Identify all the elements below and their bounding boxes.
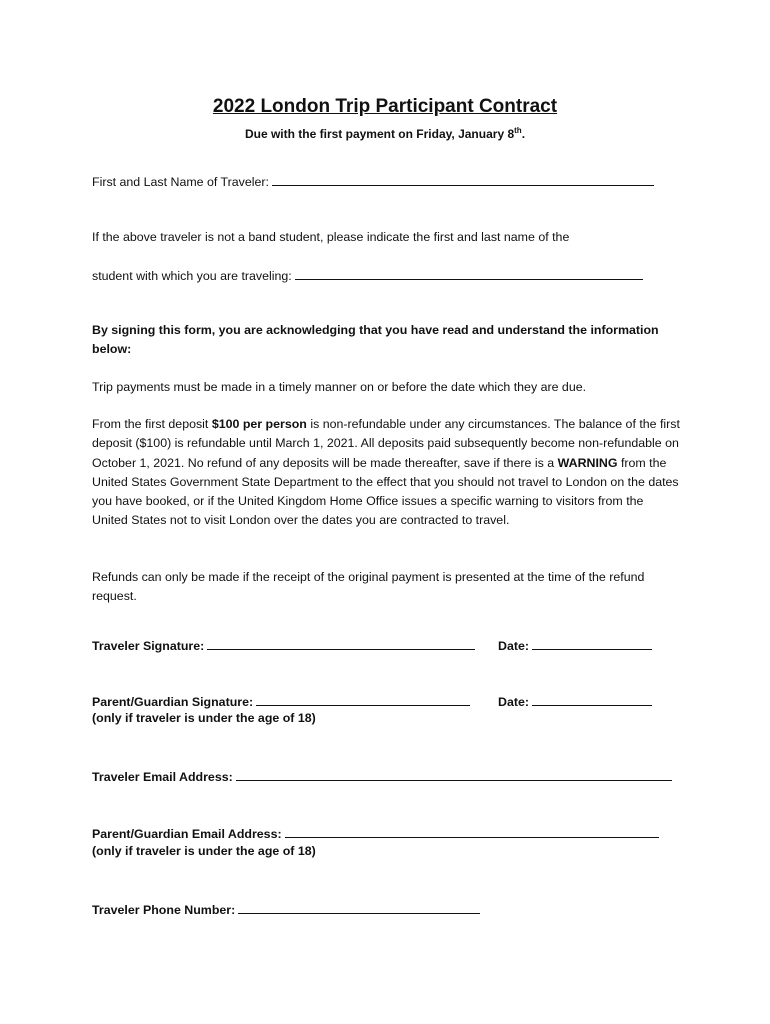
refunds-paragraph: Refunds can only be made if the receipt of the original payment is presented at the time of the refund request.	[92, 570, 645, 604]
traveler-signature-field[interactable]	[207, 636, 475, 650]
deposit-text-3: from the United States Government State Department to the effect that you should not travel to London on the dates you have booked, or if the United Kingdom Home Office issues a specific warning to visitors from the United States not to visit London over the dates you are contracted to travel.	[92, 455, 679, 528]
deposit-policy-paragraph	[92, 415, 682, 531]
parent-signature-label: Parent/Guardian Signature:	[92, 695, 254, 709]
timely-payments-text: Trip payments must be made in a timely manner on or before the date which they are due.	[92, 380, 587, 394]
traveler-date-label: Date:	[498, 639, 529, 653]
deposit-amount: $100 per person	[211, 417, 307, 431]
parent-date-row	[498, 692, 652, 709]
subtitle-superscript: th	[514, 126, 522, 135]
deposit-text-2: is non-refundable under any circumstances. The balance of the first deposit ($100) is refundable until March 1, 2021. All deposits paid subsequently become non-refundable on October 1, 2021. No refund of any deposits will be made thereafter, save if there is a	[92, 417, 680, 470]
traveling-with-row	[92, 266, 682, 286]
parent-email-note: (only if traveler is under the age of 18)	[92, 844, 316, 858]
traveler-email-field[interactable]	[236, 767, 672, 781]
non-band-prompt: If the above traveler is not a band student, please indicate the first and last name of the	[92, 230, 570, 244]
subtitle-end: .	[521, 127, 526, 141]
subtitle-text: Due with the first payment on Friday, January 8	[244, 127, 515, 141]
traveler-email-label: Traveler Email Address:	[92, 770, 233, 784]
traveling-with-label: student with which you are traveling:	[92, 269, 292, 283]
traveler-email-row	[92, 767, 672, 784]
traveling-with-field[interactable]	[295, 266, 643, 280]
acknowledgement-text: By signing this form, you are acknowledging that you have read and understand the information below:	[92, 323, 659, 357]
traveler-phone-row	[92, 900, 480, 917]
traveler-date-field[interactable]	[532, 636, 652, 650]
traveler-date-row	[498, 636, 652, 653]
traveler-phone-label: Traveler Phone Number:	[92, 903, 236, 917]
parent-date-label: Date:	[498, 695, 529, 709]
deposit-text-1: From the first deposit	[92, 417, 212, 431]
traveler-name-field[interactable]	[272, 172, 654, 186]
parent-signature-note: (only if traveler is under the age of 18)	[92, 711, 316, 725]
traveler-signature-row	[92, 636, 475, 653]
warning-word: WARNING	[557, 455, 618, 470]
page-title: 2022 London Trip Participant Contract	[212, 96, 558, 117]
traveler-phone-field[interactable]	[238, 900, 480, 914]
parent-signature-row	[92, 692, 470, 709]
parent-signature-field[interactable]	[256, 692, 470, 706]
parent-email-label: Parent/Guardian Email Address:	[92, 827, 282, 841]
traveler-name-row	[92, 172, 682, 192]
parent-email-row	[92, 824, 659, 841]
traveler-signature-label: Traveler Signature:	[92, 639, 205, 653]
page-subtitle	[0, 126, 770, 141]
parent-date-field[interactable]	[532, 692, 652, 706]
parent-email-field[interactable]	[285, 824, 659, 838]
traveler-name-label: First and Last Name of Traveler:	[92, 175, 269, 189]
